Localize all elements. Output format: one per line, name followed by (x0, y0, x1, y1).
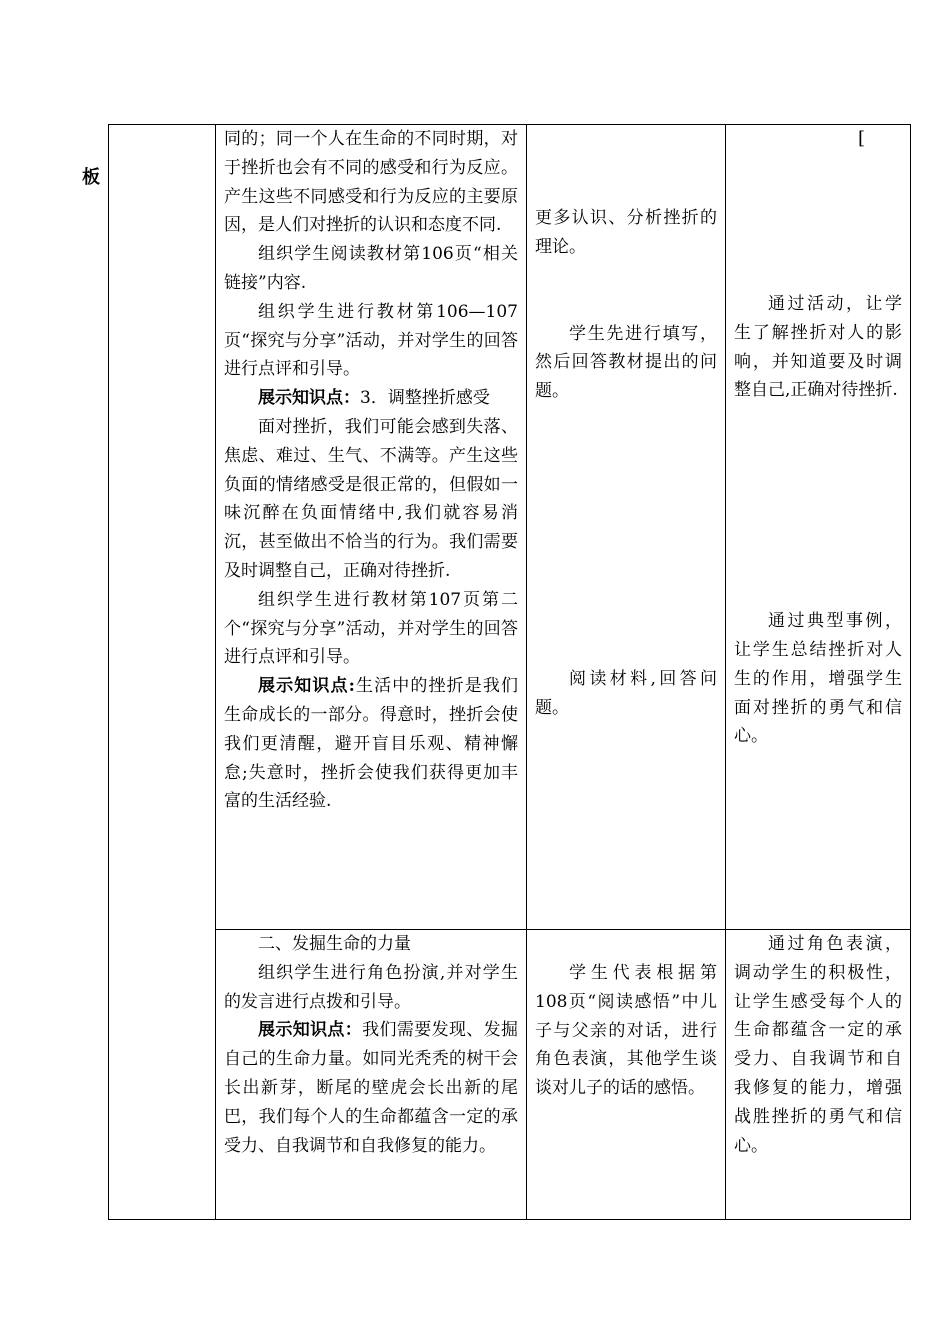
student-activity-cell (527, 125, 726, 930)
process-paragraph: 组织学生进行教材第107页第二个“探究与分享”活动，并对学生的回答进行点评和引导。 (224, 589, 518, 668)
table-row (109, 125, 911, 930)
student-paragraph: 学生代表根据第108页“阅读感悟”中儿子与父亲的对话，进行角色表演，其他学生谈谈对儿子的话的感悟。 (535, 963, 717, 1099)
student-paragraph: 阅读材料,回答问题。 (535, 668, 717, 718)
teaching-process-cell (216, 930, 527, 1220)
knowledge-point (224, 384, 518, 413)
side-label: 板 (82, 167, 100, 188)
knowledge-point-label: 展示知识点： (258, 388, 360, 409)
edge-bracket: [ (858, 128, 866, 149)
section-heading: 二、发掘生命的力量 (258, 934, 411, 954)
design-intent-cell (726, 125, 911, 930)
knowledge-point-text: 3．调整挫折感受 (360, 388, 490, 409)
student-paragraph: 学生先进行填写，然后回答教材提出的问题。 (535, 323, 717, 402)
process-paragraph: 同的；同一个人在生命的不同时期，对于挫折也会有不同的感受和行为反应。产生这些不同感受和行为反应的主要原因，是人们对挫折的认识和态度不同. (224, 129, 518, 236)
student-paragraph: 更多认识、分析挫折的理论。 (535, 208, 717, 257)
teaching-process-cell (216, 125, 527, 930)
lesson-plan-table (108, 124, 911, 1220)
design-intent-cell (726, 930, 911, 1220)
process-paragraph: 组织学生阅读教材第106页“相关链接”内容. (224, 244, 518, 293)
knowledge-point-label: 展示知识点: (258, 676, 355, 697)
intent-paragraph: 通过角色表演，调动学生的积极性，让学生感受每个人的生命都蕴含一定的承受力、自我调节和自我修复的能力，增强战胜挫折的勇气和信心。 (734, 934, 902, 1156)
knowledge-point-text: 生活中的挫折是我们生命成长的一部分。得意时，挫折会使我们更清醒，避开盲目乐观、精神懈怠;失意时，挫折会使我们获得更加丰富的生活经验. (224, 676, 518, 812)
intent-paragraph: 通过典型事例，让学生总结挫折对人生的作用，增强学生面对挫折的勇气和信心。 (734, 611, 902, 747)
knowledge-point-label: 展示知识点： (258, 1020, 363, 1041)
student-activity-cell (527, 930, 726, 1220)
knowledge-point (224, 672, 518, 816)
intent-paragraph: 通过活动，让学生了解挫折对人的影响，并知道要及时调整自己,正确对待挫折. (734, 294, 902, 401)
section-column (109, 125, 216, 1220)
process-paragraph: 面对挫折，我们可能会感到失落、焦虑、难过、生气、不满等。产生这些负面的情绪感受是很正常的，但假如一味沉醉在负面情绪中,我们就容易消沉，甚至做出不恰当的行为。我们需要及时调整自己，正确对待挫折. (224, 416, 518, 581)
knowledge-point (224, 1016, 518, 1160)
process-paragraph: 组织学生进行教材第106—107页“探究与分享”活动，并对学生的回答进行点评和引导。 (224, 301, 518, 380)
table-row (109, 930, 911, 1220)
knowledge-point-text: 我们需要发现、发掘自己的生命力量。如同光秃秃的树干会长出新芽，断尾的壁虎会长出新的尾巴，我们每个人的生命都蕴含一定的承受力、自我调节和自我修复的能力。 (224, 1020, 519, 1156)
process-paragraph: 组织学生进行角色扮演,并对学生的发言进行点拨和引导。 (224, 962, 518, 1012)
